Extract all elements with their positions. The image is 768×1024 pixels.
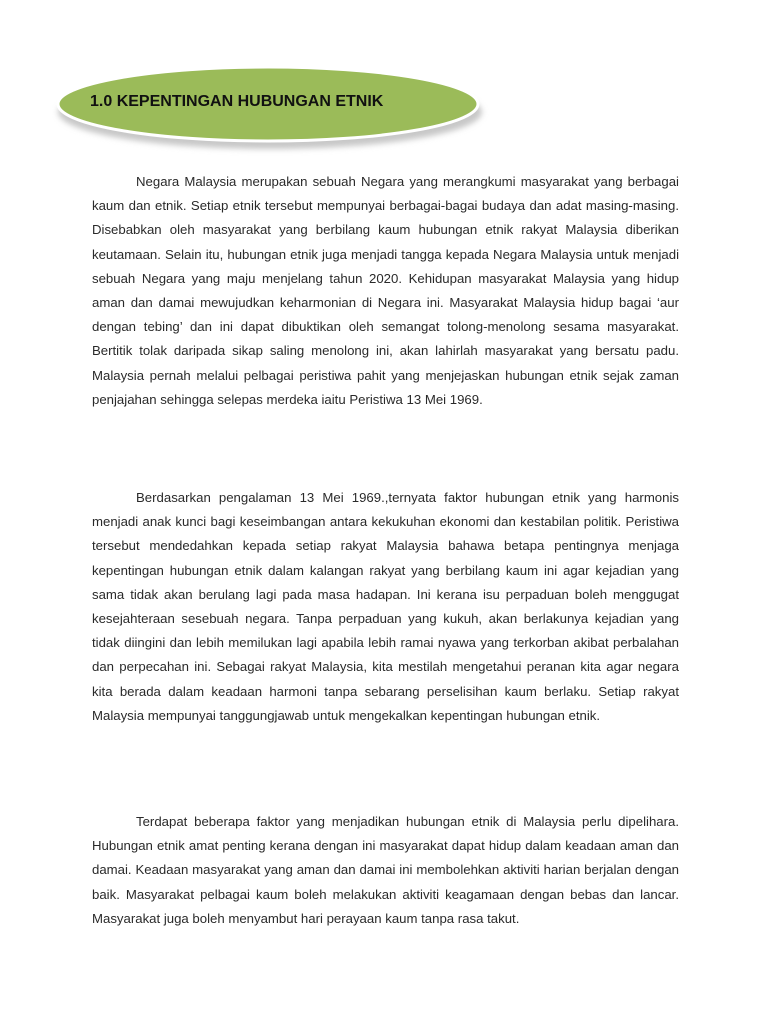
paragraph-3-container (92, 810, 679, 931)
section-heading: 1.0 KEPENTINGAN HUBUNGAN ETNIK (90, 93, 384, 110)
paragraph-1: Negara Malaysia merupakan sebuah Negara yang merangkumi masyarakat yang berbagai kaum dan etnik. Setiap etnik tersebut mempunyai berbagai-bagai budaya dan adat masing-masing. Disebabkan oleh masyarakat yang berbilang kaum hubungan etnik rakyat Malaysia diberikan keutamaan. Selain itu, hubungan etnik juga menjadi tangga kepada Negara Malaysia untuk menjadi sebuah Negara yang maju menjelang tahun 2020. Kehidupan masyarakat Malaysia yang hidup aman dan damai mewujudkan keharmonian di Negara ini. Masyarakat Malaysia hidup bagai ‘aur dengan tebing’ dan ini dapat dibuktikan oleh semangat tolong-menolong sesama masyarakat. Bertitik tolak daripada sikap saling menolong ini, akan lahirlah masyarakat yang bersatu padu. Malaysia pernah melalui pelbagai peristiwa pahit yang menjejaskan hubungan etnik sejak zaman penjajahan sehingga selepas merdeka iaitu Peristiwa 13 Mei 1969. (92, 174, 679, 407)
paragraph-3: Terdapat beberapa faktor yang menjadikan hubungan etnik di Malaysia perlu dipelihara. Hubungan etnik amat penting kerana dengan ini masyarakat dapat hidup dalam keadaan aman dan damai. Keadaan masyarakat yang aman dan damai ini membolehkan aktiviti harian berjalan dengan baik. Masyarakat pelbagai kaum boleh melakukan aktiviti keagamaan dengan bebas dan lancar. Masyarakat juga boleh menyambut hari perayaan kaum tanpa rasa takut. (92, 814, 679, 926)
paragraph-1-container (92, 170, 679, 412)
paragraph-2-container (92, 486, 679, 728)
paragraph-2: Berdasarkan pengalaman 13 Mei 1969.,ternyata faktor hubungan etnik yang harmonis menjadi anak kunci bagi keseimbangan antara kekukuhan ekonomi dan kestabilan politik. Peristiwa tersebut mendedahkan kepada setiap rakyat Malaysia bahawa betapa pentingnya menjaga kepentingan hubungan etnik dalam kalangan rakyat yang berbilang kaum ini agar kejadian yang sama tidak akan berulang lagi pada masa hadapan. Ini kerana isu perpaduan boleh menggugat kesejahteraan sesebuah negara. Tanpa perpaduan yang kukuh, akan berlakunya kejadian yang tidak diingini dan lebih memilukan lagi apabila lebih ramai nyawa yang terkorban akibat perbalahan dan perpecahan ini. Sebagai rakyat Malaysia, kita mestilah mengetahui peranan kita agar negara kita berada dalam keadaan harmoni tanpa sebarang perselisihan kaum berlaku. Setiap rakyat Malaysia mempunyai tanggungjawab untuk mengekalkan kepentingan hubungan etnik. (92, 490, 679, 723)
